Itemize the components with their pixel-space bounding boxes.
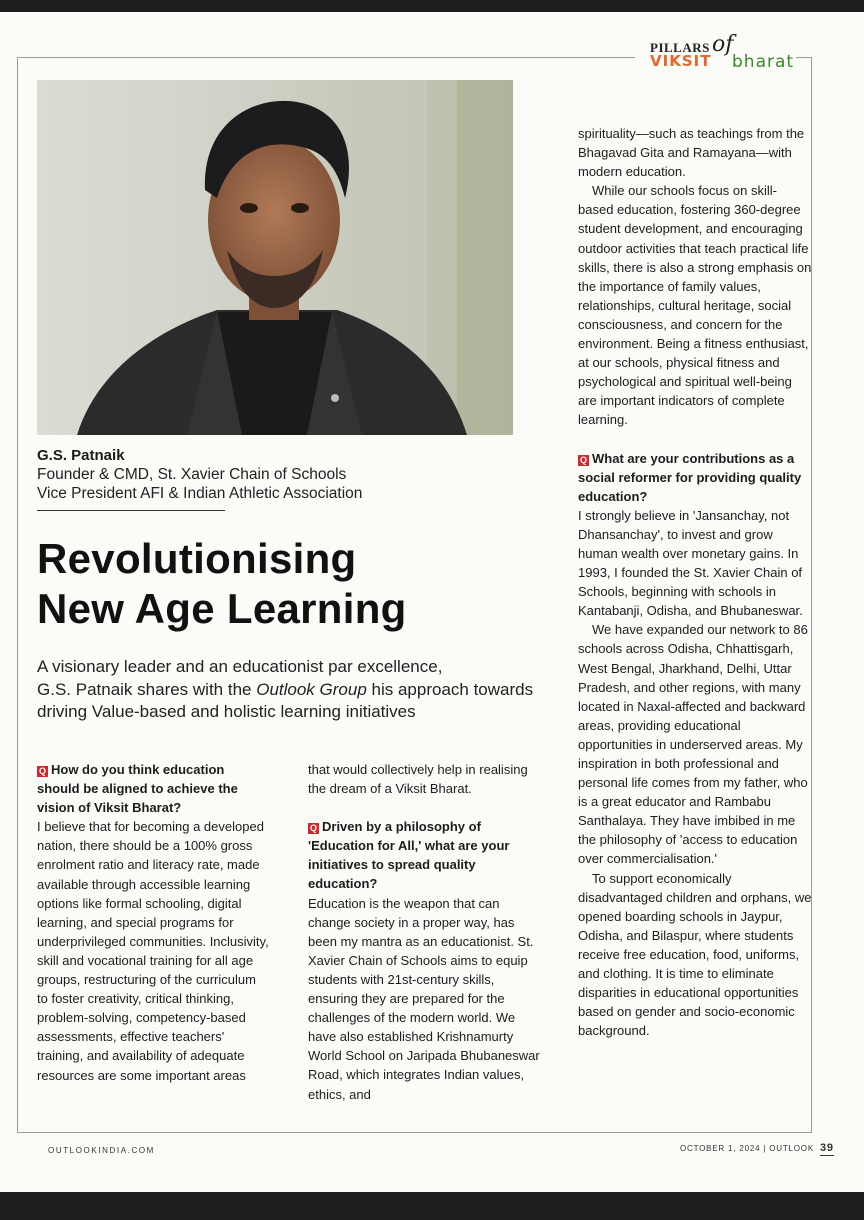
- column-1: [37, 760, 269, 1085]
- person-title-2: Vice President AFI & Indian Athletic Association: [37, 485, 363, 502]
- footer-issue: [680, 1142, 834, 1154]
- answer-2-paragraph-2: While our schools focus on skill-based education, fostering 360-degree student development, and encouraging outdoor activities that teach practical life skills, there is also a strong emphasis on the importance of family values, relationships, cultural heritage, social consciousness, and concern for the environment. Being a fitness enthusiast, at our schools, physical fitness and psychological and spiritual well-being are important indicators of complete learning.: [578, 183, 812, 428]
- lede-text-b: his approach towards: [366, 679, 534, 699]
- lede-italic-outlook-group: Outlook Group: [256, 679, 367, 699]
- question-3-text: What are your contributions as a social reformer for providing quality education?: [578, 450, 802, 504]
- spacer: [308, 798, 543, 817]
- question-icon: Q: [38, 766, 46, 776]
- answer-1: I believe that for becoming a developed nation, there should be a 100% gross enrolment ratio and literacy rate, made available through accessible learning options like formal schooling, digital learning, and special programs for underprivileged communities. Inclusivity, skill and vocational training for all age groups, restructuring of the curriculum to foster creativity, critical thinking, problem-solving, competency-based assessments, effective teachers' training, and availability of adequate resources are some important areas: [37, 819, 269, 1083]
- answer-3-paragraph-2: We have expanded our network to 86 schools across Odisha, Chhattisgarh, West Bengal, Jharkhand, Delhi, Uttar Pradesh, and other regions, with many located in Naxal-affected and backward areas, providing educational opportunities in underserved areas. My inspiration in both professional and personal life comes from my father, who is a great educator and Rambabu Santhalaya. They have imbibed in me the philosophy of 'access to education over commercialisation.': [578, 622, 808, 867]
- headline-line-1: Revolutionising: [37, 535, 357, 582]
- question-icon: Q: [579, 454, 587, 465]
- person-name: G.S. Patnaik: [37, 447, 125, 464]
- page-number: 39: [820, 1142, 834, 1154]
- caption-divider: [37, 510, 225, 511]
- logo-pillars-text: PILLARS: [650, 40, 710, 55]
- lede-line-1: A visionary leader and an educationist par excellence,: [37, 657, 443, 676]
- logo-of-text: of: [712, 32, 734, 57]
- question-2: [308, 817, 543, 893]
- answer-2-continued: spirituality—such as teachings from the Bhagavad Gita and Ramayana—with modern education.: [578, 126, 805, 180]
- question-icon: Q: [309, 823, 317, 834]
- portrait-photo: [37, 80, 513, 435]
- answer-2: Education is the weapon that can change society in a proper way, has been my mantra as an educationist. St. Xavier Chain of Schools aims to equip students with 21st-century skills, ensuring they are prepared for the challenges of the modern world. We have also established Krishnamurty World School on Jaripada Bhubaneswar Road, which integrates Indian values, ethics, and: [308, 895, 540, 1102]
- logo-bharat-text: bharat: [732, 52, 795, 72]
- portrait-illustration: [37, 80, 513, 435]
- profile-caption: [37, 446, 497, 503]
- frame-top-rule: [17, 57, 635, 58]
- question-2-text: Driven by a philosophy of 'Education for All,' what are your initiatives to spread quality education?: [308, 819, 510, 892]
- logo-viksit-text: VIKSIT: [650, 52, 712, 70]
- answer-3-paragraph-3: To support economically disadvantaged children and orphans, we opened boarding schools in Jaypur, Odisha, and Bilaspur, where students receive free education, food, uniforms, and clothing. It is time to eliminate disparities in educational opportunities based on gender and socio-economic background.: [578, 870, 812, 1039]
- top-dark-bar: [0, 0, 864, 12]
- footer-site: OUTLOOKINDIA.COM: [48, 1146, 155, 1155]
- column-2: [308, 760, 543, 1104]
- article-lede: [37, 656, 557, 724]
- spacer: [578, 430, 812, 449]
- person-title-1: Founder & CMD, St. Xavier Chain of Schools: [37, 466, 347, 483]
- question-1: [37, 760, 269, 817]
- question-1-text: How do you think education should be aligned to achieve the vision of Viksit Bharat?: [37, 762, 238, 816]
- answer-1-continued: that would collectively help in realising the dream of a Viksit Bharat.: [308, 762, 528, 797]
- answer-3-paragraph-1: I strongly believe in 'Jansanchay, not Dhansanchay', to invest and grow human wealth over monetary gains. In 1993, I founded the St. Xavier Chain of Schools, beginning with schools in Kantabanji, Odisha, and Bhubaneswar.: [578, 507, 803, 619]
- headline-line-2: New Age Learning: [37, 585, 407, 632]
- lede-line-2: [37, 679, 557, 702]
- column-3: [578, 124, 812, 1040]
- pillars-of-viksit-bharat-logo: [640, 32, 812, 76]
- lede-text-a: G.S. Patnaik shares with the: [37, 679, 257, 699]
- article-headline: [37, 534, 407, 634]
- question-3: [578, 449, 812, 506]
- footer-issue-text: OCTOBER 1, 2024 | OUTLOOK: [680, 1144, 814, 1153]
- bottom-dark-bar: [0, 1192, 864, 1220]
- lede-line-3: driving Value-based and holistic learning initiatives: [37, 702, 416, 721]
